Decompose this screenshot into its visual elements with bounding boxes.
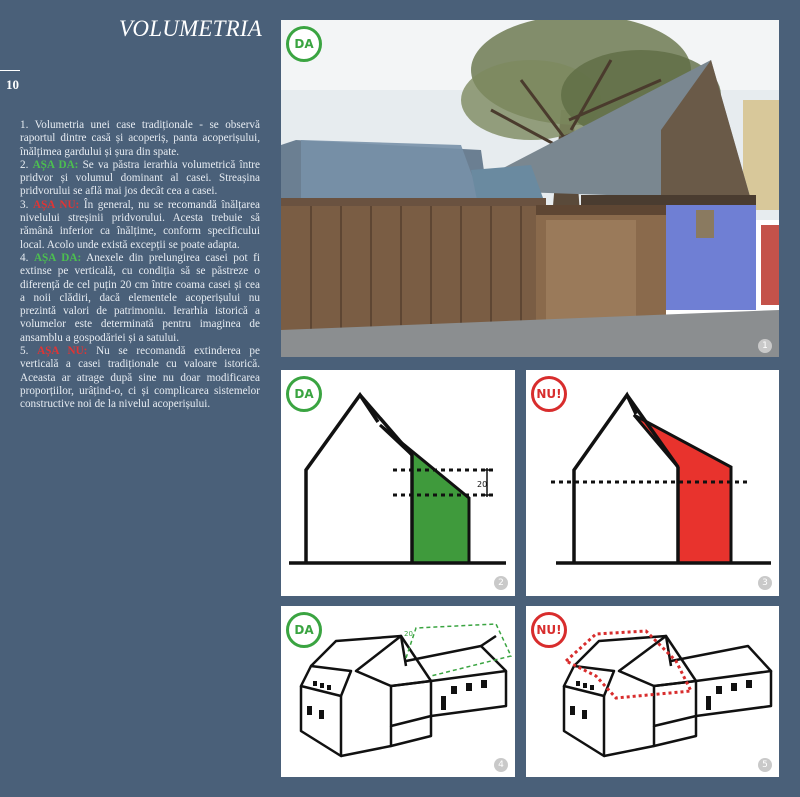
figure-3-badge: NU! xyxy=(531,376,567,412)
figure-4-axonometric-da xyxy=(281,606,515,777)
paragraph-4-text: Anexele din prelungirea casei pot fi extinse pe verticală, cu condiția să se păstreze o diferență de cel puțin 20 cm între coama casei și cea a noii clădiri, dacă elementele acoperișului nu prezintă valori de patrimoniu. Ierarhia istorică a volumelor este determinată pentru imaginea de ansamblu a gospodăriei și a satului. xyxy=(20,251,260,344)
figure-5-number: 5 xyxy=(758,758,772,772)
paragraph-4-tag: AȘA DA: xyxy=(33,251,82,264)
paragraph-5 xyxy=(20,345,260,411)
paragraph-2-text: Se va păstra ierarhia volumetrică între pridvor și volumul dominant al casei. Streașina pridvorului se află mai jos decât cea a casei. xyxy=(20,158,260,198)
paragraph-5-lead: 5. xyxy=(20,345,38,358)
figure-3-section-nu xyxy=(526,370,779,596)
paragraph-4-lead: 4. xyxy=(20,251,34,264)
paragraph-1 xyxy=(20,119,260,159)
paragraph-4 xyxy=(20,252,260,345)
page-number-rule xyxy=(0,70,20,71)
figure-1-number: 1 xyxy=(758,339,772,353)
figure-3-number: 3 xyxy=(758,576,772,590)
house-photo-illustration xyxy=(281,20,779,357)
page-number: 10 xyxy=(6,77,19,92)
figure-2-section-da xyxy=(281,370,515,596)
paragraph-2 xyxy=(20,159,260,199)
figure-5-axonometric-nu xyxy=(526,606,779,777)
figure-4-badge: DA xyxy=(286,612,322,648)
figure-2-number: 2 xyxy=(494,576,508,590)
paragraph-5-tag: AȘA NU: xyxy=(37,345,88,358)
paragraph-3-tag: AȘA NU: xyxy=(33,198,80,211)
paragraph-3-text: În general, nu se recomandă înălțarea nivelului streșinii pridvorului. Acesta trebuie să rămână inferior ca înălțime, conform specificului local. Acolo unde există excepții se poate adapta. xyxy=(20,198,261,251)
paragraph-2-tag: AȘA DA: xyxy=(32,158,79,171)
figure-5-badge: NU! xyxy=(531,612,567,648)
paragraph-2-lead: 2. xyxy=(20,158,33,171)
paragraph-3-lead: 3. xyxy=(20,198,33,211)
figure-2-badge: DA xyxy=(286,376,322,412)
body-text xyxy=(20,119,260,412)
paragraph-1-text: 1. Volumetria unei case tradiționale - se observă raportul dintre casă și acoperiș, panta acoperișului, înălțimea gardului și șura din spate. xyxy=(20,119,260,158)
figure-1-badge: DA xyxy=(286,26,322,62)
dimension-label: 20 xyxy=(404,630,413,638)
paragraph-5-text: Nu se recomandă extinderea pe verticală a casei tradiționale cu valoare istorică. Aceasta ar atrage după sine nu doar modificarea proporțiilor, urâțind-o, ci și complicarea sistemelor constructive noi de la nivelul acoperișului. xyxy=(20,345,260,411)
page-title: VOLUMETRIA xyxy=(118,16,262,41)
figure-1-photo xyxy=(281,20,779,357)
figure-4-number: 4 xyxy=(494,758,508,772)
dimension-label: 20 xyxy=(477,480,488,489)
paragraph-3 xyxy=(20,199,260,252)
